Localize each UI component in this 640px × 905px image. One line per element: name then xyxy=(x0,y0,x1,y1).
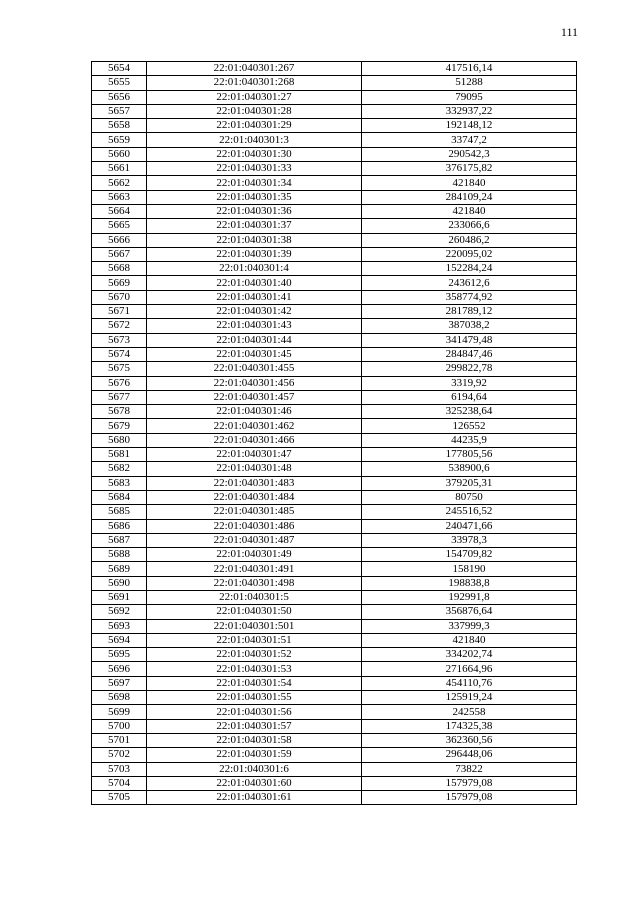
value-cell: 198838,8 xyxy=(362,576,577,590)
table-row xyxy=(92,648,577,662)
table-row xyxy=(92,505,577,519)
row-number-cell: 5678 xyxy=(92,405,147,419)
value-cell: 220095,02 xyxy=(362,247,577,261)
cadastral-number-cell: 22:01:040301:466 xyxy=(147,433,362,447)
row-number-cell: 5666 xyxy=(92,233,147,247)
table-row xyxy=(92,233,577,247)
row-number-cell: 5681 xyxy=(92,448,147,462)
table-row xyxy=(92,691,577,705)
value-cell: 158190 xyxy=(362,562,577,576)
cadastral-number-cell: 22:01:040301:50 xyxy=(147,605,362,619)
row-number-cell: 5671 xyxy=(92,305,147,319)
row-number-cell: 5669 xyxy=(92,276,147,290)
cadastral-number-cell: 22:01:040301:3 xyxy=(147,133,362,147)
row-number-cell: 5694 xyxy=(92,633,147,647)
row-number-cell: 5668 xyxy=(92,262,147,276)
row-number-cell: 5680 xyxy=(92,433,147,447)
value-cell: 44235,9 xyxy=(362,433,577,447)
row-number-cell: 5683 xyxy=(92,476,147,490)
value-cell: 33978,3 xyxy=(362,533,577,547)
table-row xyxy=(92,147,577,161)
value-cell: 299822,78 xyxy=(362,362,577,376)
cadastral-number-cell: 22:01:040301:44 xyxy=(147,333,362,347)
table-row xyxy=(92,605,577,619)
value-cell: 538900,6 xyxy=(362,462,577,476)
value-cell: 332937,22 xyxy=(362,104,577,118)
table-row xyxy=(92,190,577,204)
cadastral-number-cell: 22:01:040301:30 xyxy=(147,147,362,161)
row-number-cell: 5695 xyxy=(92,648,147,662)
row-number-cell: 5657 xyxy=(92,104,147,118)
table-row xyxy=(92,590,577,604)
table-row xyxy=(92,176,577,190)
cadastral-number-cell: 22:01:040301:35 xyxy=(147,190,362,204)
cadastral-number-cell: 22:01:040301:485 xyxy=(147,505,362,519)
value-cell: 362360,56 xyxy=(362,733,577,747)
row-number-cell: 5672 xyxy=(92,319,147,333)
cadastral-number-cell: 22:01:040301:267 xyxy=(147,62,362,76)
row-number-cell: 5688 xyxy=(92,548,147,562)
cadastral-number-cell: 22:01:040301:41 xyxy=(147,290,362,304)
table-row xyxy=(92,119,577,133)
row-number-cell: 5686 xyxy=(92,519,147,533)
value-cell: 3319,92 xyxy=(362,376,577,390)
cadastral-number-cell: 22:01:040301:45 xyxy=(147,347,362,361)
cadastral-number-cell: 22:01:040301:61 xyxy=(147,791,362,805)
table-row xyxy=(92,219,577,233)
row-number-cell: 5675 xyxy=(92,362,147,376)
value-cell: 358774,92 xyxy=(362,290,577,304)
cadastral-number-cell: 22:01:040301:47 xyxy=(147,448,362,462)
value-cell: 192148,12 xyxy=(362,119,577,133)
row-number-cell: 5662 xyxy=(92,176,147,190)
row-number-cell: 5697 xyxy=(92,676,147,690)
row-number-cell: 5663 xyxy=(92,190,147,204)
cadastral-number-cell: 22:01:040301:33 xyxy=(147,162,362,176)
table-row xyxy=(92,262,577,276)
cadastral-number-cell: 22:01:040301:501 xyxy=(147,619,362,633)
table-row xyxy=(92,776,577,790)
page-number: 111 xyxy=(560,25,578,39)
row-number-cell: 5692 xyxy=(92,605,147,619)
cadastral-number-cell: 22:01:040301:484 xyxy=(147,490,362,504)
table-row xyxy=(92,247,577,261)
table-row xyxy=(92,476,577,490)
row-number-cell: 5665 xyxy=(92,219,147,233)
value-cell: 325238,64 xyxy=(362,405,577,419)
value-cell: 387038,2 xyxy=(362,319,577,333)
table-row xyxy=(92,76,577,90)
row-number-cell: 5698 xyxy=(92,691,147,705)
value-cell: 417516,14 xyxy=(362,62,577,76)
table-row xyxy=(92,162,577,176)
value-cell: 281789,12 xyxy=(362,305,577,319)
value-cell: 73822 xyxy=(362,762,577,776)
value-cell: 6194,64 xyxy=(362,390,577,404)
row-number-cell: 5701 xyxy=(92,733,147,747)
value-cell: 51288 xyxy=(362,76,577,90)
table-row xyxy=(92,433,577,447)
table-row xyxy=(92,319,577,333)
row-number-cell: 5667 xyxy=(92,247,147,261)
value-cell: 284109,24 xyxy=(362,190,577,204)
table-row xyxy=(92,633,577,647)
table-row xyxy=(92,62,577,76)
row-number-cell: 5704 xyxy=(92,776,147,790)
cadastral-number-cell: 22:01:040301:53 xyxy=(147,662,362,676)
row-number-cell: 5677 xyxy=(92,390,147,404)
value-cell: 341479,48 xyxy=(362,333,577,347)
table-row xyxy=(92,662,577,676)
cadastral-number-cell: 22:01:040301:29 xyxy=(147,119,362,133)
cadastral-number-cell: 22:01:040301:4 xyxy=(147,262,362,276)
cadastral-number-cell: 22:01:040301:49 xyxy=(147,548,362,562)
row-number-cell: 5693 xyxy=(92,619,147,633)
cadastral-number-cell: 22:01:040301:42 xyxy=(147,305,362,319)
cadastral-number-cell: 22:01:040301:57 xyxy=(147,719,362,733)
cadastral-number-cell: 22:01:040301:487 xyxy=(147,533,362,547)
row-number-cell: 5687 xyxy=(92,533,147,547)
table-row xyxy=(92,562,577,576)
cadastral-number-cell: 22:01:040301:55 xyxy=(147,691,362,705)
value-cell: 260486,2 xyxy=(362,233,577,247)
table-row xyxy=(92,490,577,504)
cadastral-number-cell: 22:01:040301:36 xyxy=(147,204,362,218)
row-number-cell: 5685 xyxy=(92,505,147,519)
cadastral-number-cell: 22:01:040301:39 xyxy=(147,247,362,261)
value-cell: 337999,3 xyxy=(362,619,577,633)
value-cell: 245516,52 xyxy=(362,505,577,519)
value-cell: 242558 xyxy=(362,705,577,719)
data-table xyxy=(91,61,577,805)
table-row xyxy=(92,519,577,533)
table-row xyxy=(92,733,577,747)
row-number-cell: 5656 xyxy=(92,90,147,104)
value-cell: 334202,74 xyxy=(362,648,577,662)
table-row xyxy=(92,276,577,290)
cadastral-number-cell: 22:01:040301:6 xyxy=(147,762,362,776)
cadastral-number-cell: 22:01:040301:51 xyxy=(147,633,362,647)
cadastral-number-cell: 22:01:040301:60 xyxy=(147,776,362,790)
table-row xyxy=(92,376,577,390)
table-row xyxy=(92,90,577,104)
row-number-cell: 5660 xyxy=(92,147,147,161)
value-cell: 154709,82 xyxy=(362,548,577,562)
value-cell: 192991,8 xyxy=(362,590,577,604)
table-row xyxy=(92,362,577,376)
cadastral-number-cell: 22:01:040301:456 xyxy=(147,376,362,390)
row-number-cell: 5654 xyxy=(92,62,147,76)
row-number-cell: 5664 xyxy=(92,204,147,218)
table-row xyxy=(92,791,577,805)
value-cell: 421840 xyxy=(362,633,577,647)
cadastral-number-cell: 22:01:040301:457 xyxy=(147,390,362,404)
table-row xyxy=(92,676,577,690)
row-number-cell: 5696 xyxy=(92,662,147,676)
table-row xyxy=(92,462,577,476)
value-cell: 271664,96 xyxy=(362,662,577,676)
row-number-cell: 5699 xyxy=(92,705,147,719)
row-number-cell: 5684 xyxy=(92,490,147,504)
value-cell: 454110,76 xyxy=(362,676,577,690)
value-cell: 126552 xyxy=(362,419,577,433)
value-cell: 240471,66 xyxy=(362,519,577,533)
value-cell: 284847,46 xyxy=(362,347,577,361)
table-row xyxy=(92,347,577,361)
cadastral-number-cell: 22:01:040301:38 xyxy=(147,233,362,247)
cadastral-number-cell: 22:01:040301:43 xyxy=(147,319,362,333)
cadastral-number-cell: 22:01:040301:491 xyxy=(147,562,362,576)
value-cell: 421840 xyxy=(362,176,577,190)
row-number-cell: 5659 xyxy=(92,133,147,147)
value-cell: 376175,82 xyxy=(362,162,577,176)
value-cell: 33747,2 xyxy=(362,133,577,147)
value-cell: 296448,06 xyxy=(362,748,577,762)
cadastral-number-cell: 22:01:040301:37 xyxy=(147,219,362,233)
value-cell: 421840 xyxy=(362,204,577,218)
table-row xyxy=(92,104,577,118)
cadastral-number-cell: 22:01:040301:58 xyxy=(147,733,362,747)
value-cell: 79095 xyxy=(362,90,577,104)
value-cell: 177805,56 xyxy=(362,448,577,462)
row-number-cell: 5691 xyxy=(92,590,147,604)
cadastral-number-cell: 22:01:040301:455 xyxy=(147,362,362,376)
row-number-cell: 5682 xyxy=(92,462,147,476)
table-row xyxy=(92,133,577,147)
table-row xyxy=(92,548,577,562)
table-row xyxy=(92,290,577,304)
table-row xyxy=(92,390,577,404)
row-number-cell: 5673 xyxy=(92,333,147,347)
row-number-cell: 5702 xyxy=(92,748,147,762)
cadastral-number-cell: 22:01:040301:34 xyxy=(147,176,362,190)
table-row xyxy=(92,576,577,590)
value-cell: 290542,3 xyxy=(362,147,577,161)
value-cell: 157979,08 xyxy=(362,776,577,790)
row-number-cell: 5661 xyxy=(92,162,147,176)
cadastral-number-cell: 22:01:040301:268 xyxy=(147,76,362,90)
row-number-cell: 5689 xyxy=(92,562,147,576)
cadastral-number-cell: 22:01:040301:28 xyxy=(147,104,362,118)
cadastral-number-cell: 22:01:040301:498 xyxy=(147,576,362,590)
value-cell: 125919,24 xyxy=(362,691,577,705)
value-cell: 233066,6 xyxy=(362,219,577,233)
value-cell: 152284,24 xyxy=(362,262,577,276)
table-row xyxy=(92,719,577,733)
cadastral-number-cell: 22:01:040301:27 xyxy=(147,90,362,104)
row-number-cell: 5670 xyxy=(92,290,147,304)
table-row xyxy=(92,419,577,433)
table-row xyxy=(92,405,577,419)
table-row xyxy=(92,305,577,319)
table-body xyxy=(92,62,577,805)
table-row xyxy=(92,705,577,719)
row-number-cell: 5655 xyxy=(92,76,147,90)
value-cell: 356876,64 xyxy=(362,605,577,619)
value-cell: 157979,08 xyxy=(362,791,577,805)
cadastral-number-cell: 22:01:040301:462 xyxy=(147,419,362,433)
table-row xyxy=(92,448,577,462)
cadastral-number-cell: 22:01:040301:56 xyxy=(147,705,362,719)
value-cell: 80750 xyxy=(362,490,577,504)
row-number-cell: 5703 xyxy=(92,762,147,776)
row-number-cell: 5674 xyxy=(92,347,147,361)
cadastral-number-cell: 22:01:040301:48 xyxy=(147,462,362,476)
cadastral-number-cell: 22:01:040301:5 xyxy=(147,590,362,604)
table-row xyxy=(92,619,577,633)
row-number-cell: 5700 xyxy=(92,719,147,733)
value-cell: 379205,31 xyxy=(362,476,577,490)
table-row xyxy=(92,748,577,762)
cadastral-number-cell: 22:01:040301:52 xyxy=(147,648,362,662)
cadastral-number-cell: 22:01:040301:486 xyxy=(147,519,362,533)
table-row xyxy=(92,333,577,347)
row-number-cell: 5658 xyxy=(92,119,147,133)
cadastral-number-cell: 22:01:040301:46 xyxy=(147,405,362,419)
cadastral-number-cell: 22:01:040301:59 xyxy=(147,748,362,762)
cadastral-number-cell: 22:01:040301:483 xyxy=(147,476,362,490)
value-cell: 174325,38 xyxy=(362,719,577,733)
table-row xyxy=(92,204,577,218)
row-number-cell: 5679 xyxy=(92,419,147,433)
value-cell: 243612,6 xyxy=(362,276,577,290)
table-row xyxy=(92,762,577,776)
cadastral-number-cell: 22:01:040301:54 xyxy=(147,676,362,690)
cadastral-number-cell: 22:01:040301:40 xyxy=(147,276,362,290)
table-row xyxy=(92,533,577,547)
row-number-cell: 5690 xyxy=(92,576,147,590)
row-number-cell: 5705 xyxy=(92,791,147,805)
row-number-cell: 5676 xyxy=(92,376,147,390)
